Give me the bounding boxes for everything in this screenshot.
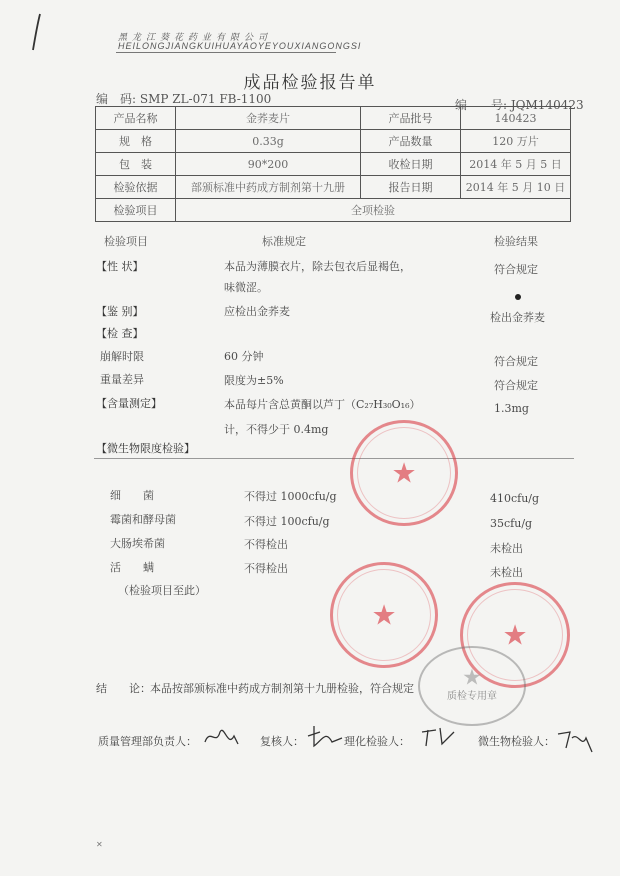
report-date-label: 报告日期	[361, 176, 461, 199]
physchem-signature	[420, 724, 460, 750]
red-stamp-right: ★	[460, 582, 570, 688]
weight-variation-standard: 限度为±5%	[224, 374, 284, 387]
micro-row-standard: 不得过 100cfu/g	[244, 515, 330, 528]
ink-dot	[515, 294, 521, 300]
weight-variation-label: 重量差异	[100, 373, 144, 386]
micro-row-result: 未检出	[490, 542, 523, 555]
basis-value: 部颁标准中药成方制剂第十九册	[176, 176, 361, 199]
product-name-label: 产品名称	[96, 107, 176, 130]
page-title: 成品检验报告单	[243, 73, 377, 93]
micro-inspector-signature	[556, 728, 596, 756]
micro-row-label: 大肠埃希菌	[110, 537, 165, 550]
character-label: 【性 状】	[96, 260, 144, 273]
product-name-value: 金荞麦片	[176, 107, 361, 130]
receive-date-label: 收检日期	[361, 153, 461, 176]
conclusion-text: 本品按部颁标准中药成方制剂第十九册检验，符合规定	[150, 682, 414, 695]
weight-variation-result: 符合规定	[494, 379, 538, 392]
batch-label: 产品批号	[361, 107, 461, 130]
identification-standard: 应检出金荞麦	[224, 305, 290, 318]
items-end-note: （检验项目至此）	[118, 584, 206, 597]
micro-row-standard: 不得检出	[244, 538, 288, 551]
pack-value: 90*200	[176, 153, 361, 176]
micro-row-result: 410cfu/g	[490, 492, 540, 505]
basis-label: 检验依据	[96, 176, 176, 199]
table-row	[96, 107, 571, 130]
micro-row-label: 细 菌	[110, 489, 154, 502]
character-standard-2: 味微涩。	[224, 281, 268, 294]
disintegration-standard: 60 分钟	[224, 350, 264, 363]
company-name-en: HEILONGJIANGKUIHUAYAOYEYOUXIANGONGSI	[118, 41, 362, 51]
report-number: 编 号: JQM140423	[455, 98, 584, 112]
product-info-table	[95, 106, 571, 222]
micro-row-label: 霉菌和酵母菌	[110, 513, 176, 526]
receive-date-value: 2014 年 5 月 5 日	[461, 153, 571, 176]
table-row	[96, 130, 571, 153]
assay-standard-2: 计，不得少于 0.4mg	[224, 423, 329, 436]
company-underline	[116, 52, 336, 53]
report-date-value: 2014 年 5 月 10 日	[461, 176, 571, 199]
header-item: 检验项目	[104, 235, 148, 248]
qa-head-signature	[202, 722, 242, 752]
character-result: 符合规定	[494, 263, 538, 276]
header-standard: 标准规定	[262, 235, 306, 248]
micro-row-standard: 不得检出	[244, 562, 288, 575]
margin-pen-mark	[28, 12, 44, 52]
quantity-value: 120 万片	[461, 130, 571, 153]
batch-value: 140423	[461, 107, 571, 130]
disintegration-result: 符合规定	[494, 355, 538, 368]
conclusion-label: 结 论：	[96, 682, 151, 695]
table-row	[96, 199, 571, 222]
table-row	[96, 153, 571, 176]
assay-result: 1.3mg	[494, 402, 529, 415]
micro-row-result: 35cfu/g	[490, 517, 533, 530]
assay-label: 【含量测定】	[96, 397, 162, 410]
microbial-divider	[94, 458, 574, 459]
identification-label: 【鉴 别】	[96, 305, 144, 318]
micro-row-label: 活 螨	[110, 561, 154, 574]
disintegration-label: 崩解时限	[100, 350, 144, 363]
qa-head-label: 质量管理部负责人：	[98, 735, 197, 748]
identification-result: 检出金荞麦	[490, 311, 545, 324]
form-code: 编 码: SMP ZL-071 FB-1100	[96, 92, 272, 106]
header-result: 检验结果	[494, 235, 538, 248]
assay-standard-1: 本品每片含总黄酮以芦丁（C₂₇H₃₀O₁₆）	[224, 398, 421, 411]
items-value: 全项检验	[176, 199, 571, 222]
company-name-cn: 黑龙江葵花药业有限公司	[118, 33, 273, 43]
spec-value: 0.33g	[176, 130, 361, 153]
microbial-label: 【微生物限度检验】	[96, 442, 195, 455]
micro-row-result: 未检出	[490, 566, 523, 579]
red-stamp-top: ★	[350, 420, 458, 526]
inspection-label: 【检 查】	[96, 327, 144, 340]
reviewer-signature	[306, 722, 346, 750]
physchem-label: 理化检验人：	[344, 735, 410, 748]
items-label: 检验项目	[96, 199, 176, 222]
table-row	[96, 176, 571, 199]
spec-label: 规 格	[96, 130, 176, 153]
character-standard-1: 本品为薄膜衣片，除去包衣后显褐色，	[224, 260, 411, 273]
red-stamp-middle: ★	[330, 562, 438, 668]
gray-stamp: ★ 质检专用章	[418, 646, 526, 726]
reviewer-label: 复核人：	[260, 735, 304, 748]
quantity-label: 产品数量	[361, 130, 461, 153]
gray-stamp-text: 质检专用章	[447, 691, 497, 702]
pack-label: 包 装	[96, 153, 176, 176]
micro-inspector-label: 微生物检验人：	[478, 735, 555, 748]
corner-mark: ✕	[96, 840, 103, 849]
micro-row-standard: 不得过 1000cfu/g	[244, 490, 337, 503]
